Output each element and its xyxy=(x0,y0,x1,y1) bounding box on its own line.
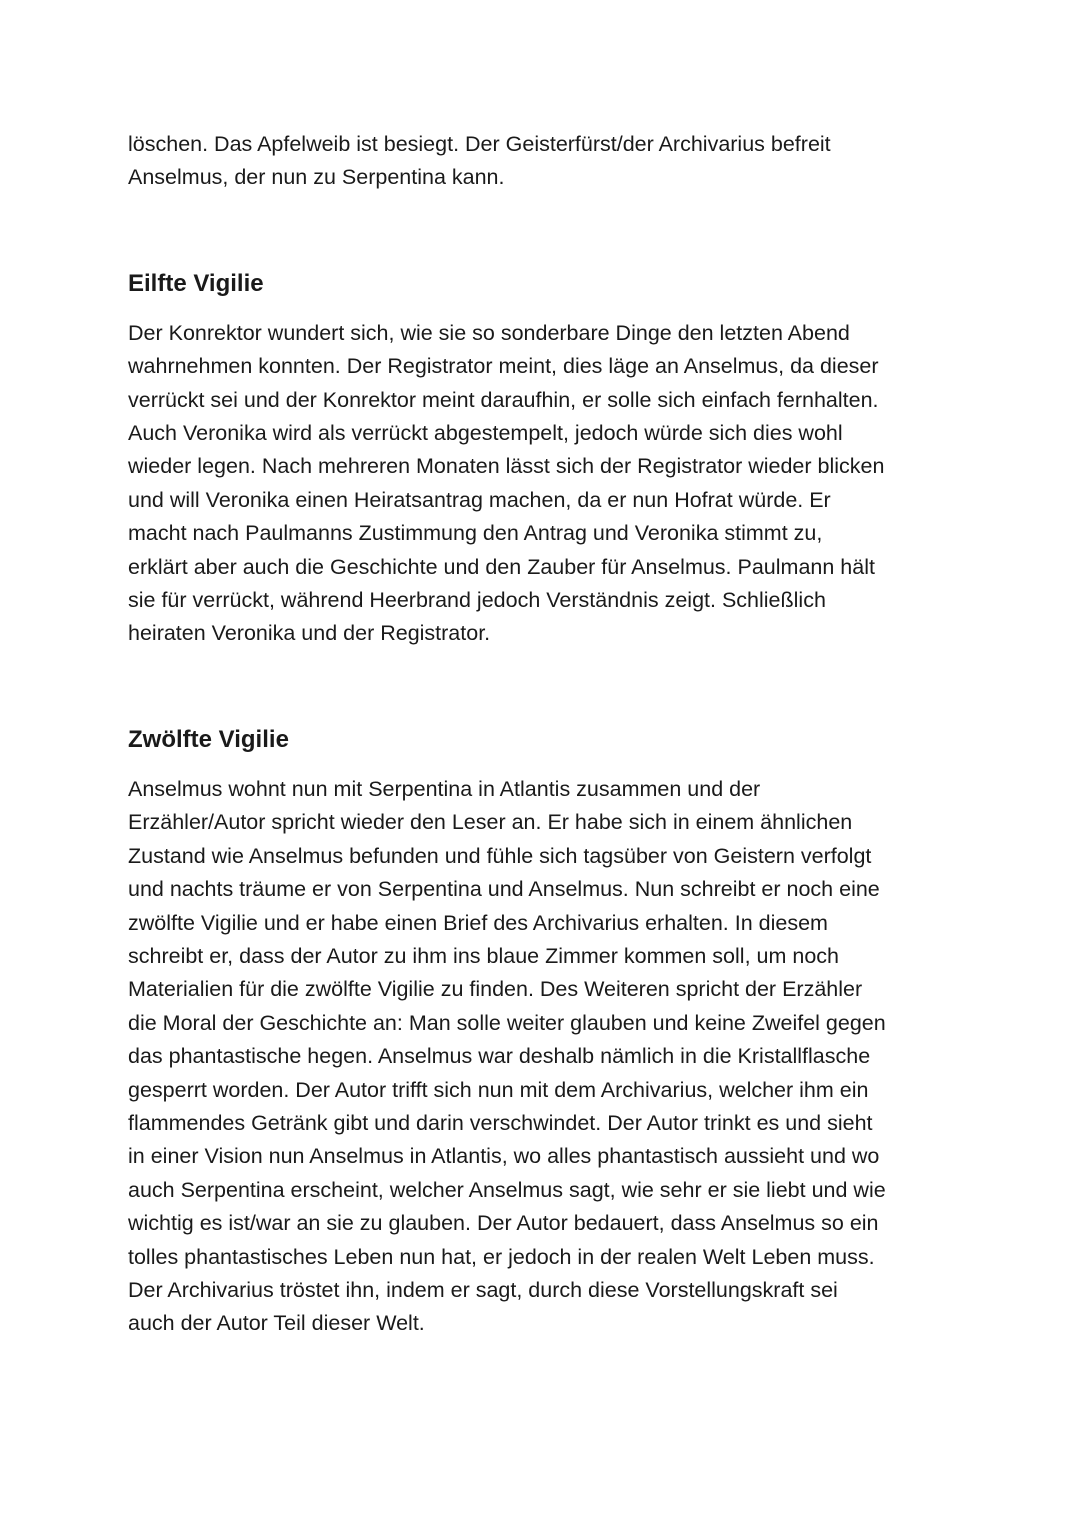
section-paragraph-zwoelfte-vigilie xyxy=(128,773,958,1341)
text-line: wichtig es ist/war an sie zu glauben. Der Autor bedauert, dass Anselmus so ein xyxy=(128,1211,879,1236)
text-line: zwölfte Vigilie und er habe einen Brief des Archivarius erhalten. In diesem xyxy=(128,910,828,935)
section-paragraph-eilfte-vigilie xyxy=(128,317,958,651)
intro-paragraph xyxy=(128,128,958,195)
text-line: auch der Autor Teil dieser Welt. xyxy=(128,1311,425,1336)
text-line: Der Archivarius tröstet ihn, indem er sagt, durch diese Vorstellungskraft sei xyxy=(128,1277,838,1302)
text-line: wieder legen. Nach mehreren Monaten lässt sich der Registrator wieder blicken xyxy=(128,454,885,479)
text-line: Anselmus, der nun zu Serpentina kann. xyxy=(128,165,505,190)
section-heading-zwoelfte-vigilie: Zwölfte Vigilie xyxy=(128,725,289,753)
text-line: Zustand wie Anselmus befunden und fühle sich tagsüber von Geistern verfolgt xyxy=(128,843,872,868)
text-line: flammendes Getränk gibt und darin verschwindet. Der Autor trinkt es und sieht xyxy=(128,1110,873,1135)
text-line: wahrnehmen konnten. Der Registrator meint, dies läge an Anselmus, da dieser xyxy=(128,354,879,379)
text-line: die Moral der Geschichte an: Man solle weiter glauben und keine Zweifel gegen xyxy=(128,1010,886,1035)
text-line: macht nach Paulmanns Zustimmung den Antrag und Veronika stimmt zu, xyxy=(128,521,823,546)
text-line: sie für verrückt, während Heerbrand jedoch Verständnis zeigt. Schließlich xyxy=(128,588,826,613)
text-line: das phantastische hegen. Anselmus war deshalb nämlich in die Kristallflasche xyxy=(128,1044,871,1069)
text-line: auch Serpentina erscheint, welcher Anselmus sagt, wie sehr er sie liebt und wie xyxy=(128,1177,886,1202)
text-line: tolles phantastisches Leben nun hat, er jedoch in der realen Welt Leben muss. xyxy=(128,1244,875,1269)
text-line: in einer Vision nun Anselmus in Atlantis, wo alles phantastisch aussieht und wo xyxy=(128,1144,880,1169)
text-line: löschen. Das Apfelweib ist besiegt. Der Geisterfürst/der Archivarius befreit xyxy=(128,132,831,156)
text-line: schreibt er, dass der Autor zu ihm ins blaue Zimmer kommen soll, um noch xyxy=(128,943,839,968)
text-line: Anselmus wohnt nun mit Serpentina in Atlantis zusammen und der xyxy=(128,776,761,801)
text-line: erklärt aber auch die Geschichte und den Zauber für Anselmus. Paulmann hält xyxy=(128,554,875,579)
document-page xyxy=(128,128,958,1341)
text-line: Auch Veronika wird als verrückt abgestempelt, jedoch würde sich dies wohl xyxy=(128,421,843,446)
text-line: Erzähler/Autor spricht wieder den Leser an. Er habe sich in einem ähnlichen xyxy=(128,810,853,835)
text-line: und will Veronika einen Heiratsantrag machen, da er nun Hofrat würde. Er xyxy=(128,487,831,512)
text-line: und nachts träume er von Serpentina und Anselmus. Nun schreibt er noch eine xyxy=(128,877,880,902)
text-line: gesperrt worden. Der Autor trifft sich nun mit dem Archivarius, welcher ihm ein xyxy=(128,1077,869,1102)
text-line: heiraten Veronika und der Registrator. xyxy=(128,621,491,646)
section-heading-eilfte-vigilie: Eilfte Vigilie xyxy=(128,269,264,297)
text-line: verrückt sei und der Konrektor meint daraufhin, er solle sich einfach fernhalten. xyxy=(128,387,879,412)
text-line: Materialien für die zwölfte Vigilie zu finden. Des Weiteren spricht der Erzähler xyxy=(128,977,863,1002)
text-line: Der Konrektor wundert sich, wie sie so sonderbare Dinge den letzten Abend xyxy=(128,320,850,345)
